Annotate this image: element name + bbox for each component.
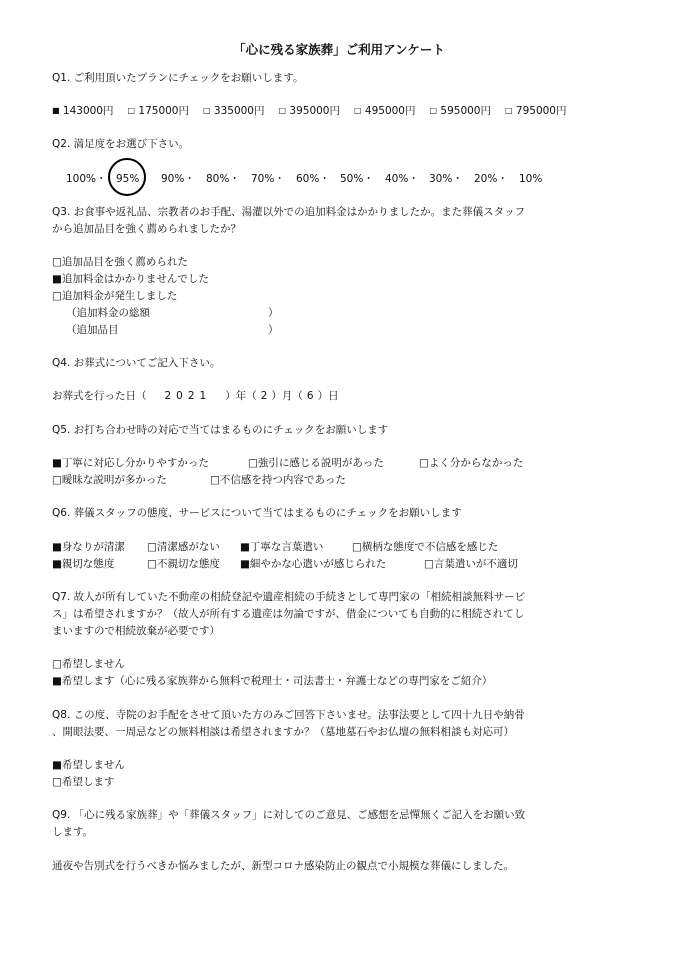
q3-option-no-extra[interactable]: ■追加料金はかかりませんでした [52, 273, 209, 285]
q2-scale-10[interactable]: 10% [519, 173, 543, 185]
q3-question-line2: から追加品目を強く薦められましたか？ [52, 223, 241, 235]
q7-question-line3: まいますので相続放棄が必要です） [52, 625, 220, 637]
q4-day-value[interactable]: 6 [306, 390, 314, 402]
q8-option-no[interactable]: ■希望しません [52, 759, 125, 771]
q2-selection-circle [108, 158, 146, 196]
q2-scale-30[interactable]: 30%・ [429, 173, 463, 185]
q8-question-line2: 、開眼法要、一周忌などの無料相談は希望されますか？（墓地墓石やお仏壇の無料相談も対応可） [52, 726, 514, 738]
q5-option-unclear[interactable]: □よく分からなかった [419, 457, 524, 469]
q4-day-unit: ）日 [317, 390, 339, 402]
q2-scale-60[interactable]: 60%・ [296, 173, 330, 185]
q3-option-pushed[interactable]: □追加品目を強く薦められた [52, 256, 188, 268]
q2-scale-70[interactable]: 70%・ [251, 173, 285, 185]
q6-option-neat[interactable]: ■身なりが清潔 [52, 541, 125, 553]
q8-question-line1: Q8. この度、寺院のお手配をさせて頂いた方のみご回答下さいませ。法事法要として四十九日や納骨 [52, 709, 525, 721]
q3-extra-total-close: ） [268, 307, 279, 319]
q5-option-clear[interactable]: ■丁寧に対応し分かりやすかった [52, 457, 209, 469]
q2-scale-80[interactable]: 80%・ [206, 173, 240, 185]
q9-question-line1: Q9. 「心に残る家族葬」や「葬儀スタッフ」に対してのご意見、ご感想を忌憚無くご記入をお願い致 [52, 809, 526, 821]
q3-extra-items-label: （追加品目 [66, 324, 119, 336]
q7-option-no[interactable]: □希望しません [52, 658, 125, 670]
q9-question-line2: します。 [52, 826, 94, 838]
q7-option-yes[interactable]: ■希望します（心に残る家族葬から無料で税理士・司法書士・弁護士などの専門家をご紹介） [52, 675, 493, 687]
q4-date-row [52, 391, 339, 402]
q6-question: Q6. 葬儀スタッフの態度、サービスについて当てはまるものにチェックをお願いします [52, 507, 462, 519]
q5-option-vague[interactable]: □曖昧な説明が多かった [52, 474, 167, 486]
q5-option-forceful[interactable]: □強引に感じる説明があった [248, 457, 384, 469]
q1-question: Q1. ご利用頂いたプランにチェックをお願いします。 [52, 72, 304, 84]
q6-option-arrogant[interactable]: □横柄な態度で不信感を感じた [352, 541, 499, 553]
q2-question: Q2. 満足度をお選び下さい。 [52, 138, 190, 150]
q1-options [52, 106, 567, 117]
q4-year-value[interactable]: 2021 [164, 390, 212, 402]
q4-question: Q4. お葬式についてご記入下さい。 [52, 357, 221, 369]
q7-question-line2: ス」は希望されますか？（故人が所有する遺産は勿論ですが、借金についても自動的に相続されてし [52, 608, 525, 620]
q1-option-143000[interactable]: ■ 143000円 [52, 105, 114, 117]
q6-option-kind[interactable]: ■親切な態度 [52, 558, 115, 570]
q3-extra-items-close: ） [268, 324, 279, 336]
q1-option-335000[interactable]: □ 335000円 [203, 105, 265, 117]
q1-option-595000[interactable]: □ 595000円 [429, 105, 491, 117]
q8-option-yes[interactable]: □希望します [52, 776, 115, 788]
q3-extra-total-label: （追加料金の総額 [66, 307, 150, 319]
page-title: 「心に残る家族葬」ご利用アンケート [233, 42, 445, 57]
q2-scale-40[interactable]: 40%・ [385, 173, 419, 185]
q3-question-line1: Q3. お食事や返礼品、宗教者のお手配、湯灌以外での追加料金はかかりましたか。また葬儀スタッフ [52, 206, 526, 218]
q3-option-extra[interactable]: □追加料金が発生しました [52, 290, 178, 302]
q2-scale-95[interactable]: 95% [116, 173, 140, 185]
q6-option-considerate[interactable]: ■細やかな心遣いが感じられた [240, 558, 387, 570]
q1-option-175000[interactable]: □ 175000円 [127, 105, 189, 117]
q6-option-unkind[interactable]: □不親切な態度 [147, 558, 220, 570]
q4-date-label: お葬式を行った日（ [52, 390, 147, 402]
q5-question: Q5. お打ち合わせ時の対応で当てはまるものにチェックをお願いします [52, 424, 389, 436]
q6-option-not-neat[interactable]: □清潔感がない [147, 541, 220, 553]
q6-option-polite-words[interactable]: ■丁寧な言葉遣い [240, 541, 324, 553]
q1-option-395000[interactable]: □ 395000円 [278, 105, 340, 117]
q1-option-795000[interactable]: □ 795000円 [505, 105, 567, 117]
q9-answer[interactable]: 通夜や告別式を行うべきか悩みましたが、新型コロナ感染防止の観点で小規模な葬儀にしました。 [52, 860, 514, 872]
q1-option-495000[interactable]: □ 495000円 [354, 105, 416, 117]
q7-question-line1: Q7. 故人が所有していた不動産の相続登記や遺産相続の手続きとして専門家の「相続相談無料サービ [52, 591, 526, 603]
q6-option-bad-words[interactable]: □言葉遣いが不適切 [424, 558, 518, 570]
q2-scale-20[interactable]: 20%・ [474, 173, 508, 185]
q4-month-unit: ）月（ [271, 390, 303, 402]
q2-scale-100[interactable]: 100%・ [66, 173, 107, 185]
q2-scale-50[interactable]: 50%・ [340, 173, 374, 185]
q4-year-unit: ）年（ [225, 390, 257, 402]
q5-option-distrust[interactable]: □不信感を持つ内容であった [210, 474, 346, 486]
q4-month-value[interactable]: 2 [260, 390, 268, 402]
q2-scale-90[interactable]: 90%・ [161, 173, 195, 185]
